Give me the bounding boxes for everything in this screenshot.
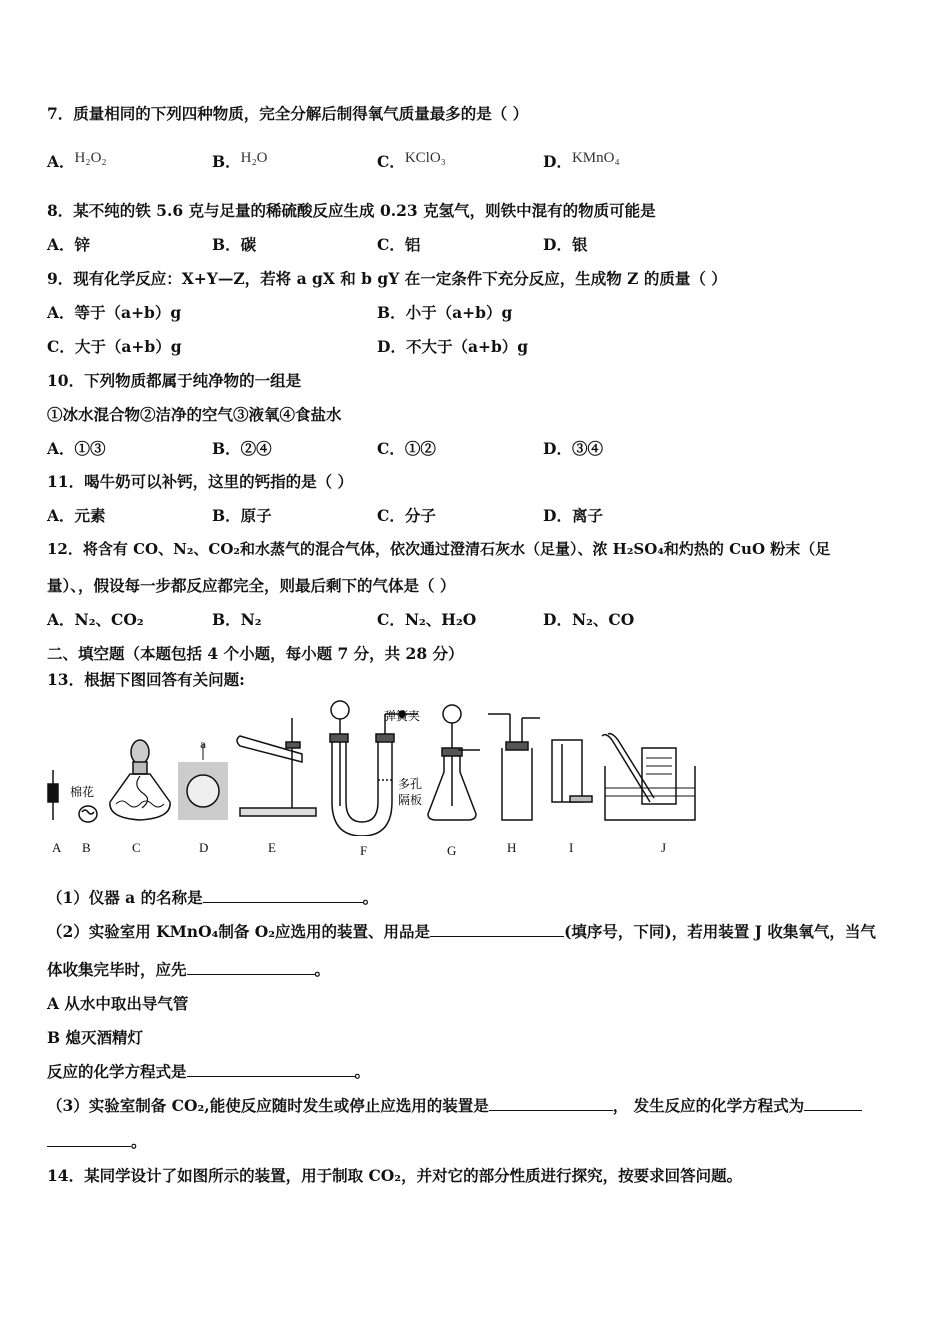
formula: KMnO₄ bbox=[571, 150, 620, 166]
figure-label-d: D bbox=[199, 840, 209, 855]
apparatus-c-alcohol-lamp bbox=[110, 740, 170, 820]
q8-stem: 8．某不纯的铁 5.6 克与足量的稀硫酸反应生成 0.23 克氢气，则铁中混有的物质可能是 bbox=[47, 201, 656, 220]
q12-stem-line2: 量）、，假设每一步都反应都完全，则最后剩下的气体是（ ） bbox=[47, 576, 456, 595]
q9-stem: 9．现有化学反应：X+Y—Z，若将 a gX 和 b gY 在一定条件下充分反应，生成物 Z 的质量（ ） bbox=[47, 269, 727, 288]
q12-option-d[interactable]: D．N₂、CO bbox=[543, 610, 635, 629]
q13-choice-b: B 熄灭酒精灯 bbox=[47, 1028, 143, 1047]
answer-blank[interactable] bbox=[489, 1096, 613, 1111]
q13-part1: （1）仪器 a 的名称是 。 bbox=[47, 888, 379, 907]
q7-option-c[interactable]: C．KClO₃ bbox=[377, 150, 446, 171]
figure-label-e: E bbox=[268, 840, 276, 855]
q13-part2: （2）实验室用 KMnO₄制备 O₂应选用的装置、用品是 (填序号，下同)，若用装置 J 收集氧气，当气 bbox=[47, 922, 876, 941]
apparatus-g-conical-flask bbox=[428, 705, 480, 820]
annotation-porous-1: 多孔 bbox=[398, 777, 423, 791]
q10-option-c[interactable]: C．①② bbox=[377, 439, 436, 458]
q7-option-d[interactable]: D．KMnO₄ bbox=[543, 150, 620, 171]
q7-stem: 7．质量相同的下列四种物质，完全分解后制得氧气质量最多的是（ ） bbox=[47, 104, 529, 123]
q12-option-c[interactable]: C．N₂、H₂O bbox=[377, 610, 477, 629]
q10-items: ①冰水混合物②洁净的空气③液氧④食盐水 bbox=[47, 405, 342, 424]
answer-blank[interactable] bbox=[187, 960, 315, 975]
q10-option-a[interactable]: A．①③ bbox=[47, 439, 106, 458]
formula: H₂O₂ bbox=[74, 150, 107, 166]
q12-option-b[interactable]: B．N₂ bbox=[212, 610, 262, 629]
apparatus-e-iron-stand bbox=[237, 718, 316, 816]
q10-stem: 10．下列物质都属于纯净物的一组是 bbox=[47, 371, 302, 390]
q9-option-d[interactable]: D．不大于（a+b）g bbox=[377, 337, 529, 356]
figure-label-j: J bbox=[661, 840, 667, 855]
answer-blank[interactable] bbox=[187, 1062, 355, 1077]
q8-option-d[interactable]: D．银 bbox=[543, 235, 588, 254]
figure-label-f: F bbox=[360, 843, 368, 858]
q10-option-b[interactable]: B．②④ bbox=[212, 439, 272, 458]
q13-part2-cont: 体收集完毕时，应先 。 bbox=[47, 960, 331, 979]
q13-part3: （3）实验室制备 CO₂,能使反应随时发生或停止应选用的装置是 ， 发生反应的化学方程式为 bbox=[47, 1094, 862, 1116]
q7-option-a[interactable]: A．H₂O₂ bbox=[47, 150, 107, 171]
q12-stem-line1: 12．将含有 CO、N₂、CO₂和水蒸气的混合气体，依次通过澄清石灰水（足量）、浓 H₂SO₄和灼热的 CuO 粉末（足 bbox=[47, 540, 831, 558]
q12-option-a[interactable]: A．N₂、CO₂ bbox=[47, 610, 144, 629]
q13-choice-a: A 从水中取出导气管 bbox=[47, 994, 189, 1013]
q13-part3-cont: 。 bbox=[47, 1130, 147, 1152]
apparatus-d-dish bbox=[178, 744, 228, 820]
figure-label-b: B bbox=[82, 840, 91, 855]
figure-label-g: G bbox=[447, 843, 457, 858]
apparatus-i-collecting-bottle bbox=[552, 740, 592, 802]
q11-option-b[interactable]: B．原子 bbox=[212, 506, 272, 525]
q10-option-d[interactable]: D．③④ bbox=[543, 439, 603, 458]
answer-blank[interactable] bbox=[804, 1096, 862, 1111]
apparatus-j-water-trough bbox=[602, 734, 695, 820]
q13-equation: 反应的化学方程式是 。 bbox=[47, 1062, 371, 1081]
figure-label-a: A bbox=[52, 840, 62, 855]
q14-stem: 14．某同学设计了如图所示的装置，用于制取 CO₂，并对它的部分性质进行探究，按要求回答问题。 bbox=[47, 1166, 743, 1185]
figure-label-h: H bbox=[507, 840, 517, 855]
q9-option-b[interactable]: B．小于（a+b）g bbox=[377, 303, 513, 322]
figure-label-c: C bbox=[132, 840, 141, 855]
q11-option-a[interactable]: A．元素 bbox=[47, 506, 106, 525]
apparatus-b-cotton bbox=[79, 806, 97, 822]
formula: KClO₃ bbox=[404, 150, 446, 166]
q9-option-c[interactable]: C．大于（a+b）g bbox=[47, 337, 182, 356]
annotation-cotton: 棉花 bbox=[70, 785, 95, 799]
annotation-a: a bbox=[200, 740, 207, 751]
answer-blank[interactable] bbox=[430, 922, 564, 937]
q11-stem: 11．喝牛奶可以补钙，这里的钙指的是（ ） bbox=[47, 472, 353, 491]
q8-option-b[interactable]: B．碳 bbox=[212, 235, 257, 254]
q8-option-a[interactable]: A．锌 bbox=[47, 235, 91, 254]
figure-label-i: I bbox=[569, 840, 574, 855]
annotation-clip: 弹簧夹 bbox=[384, 709, 421, 723]
q11-option-d[interactable]: D．离子 bbox=[543, 506, 603, 525]
apparatus-a-stopper bbox=[48, 770, 58, 820]
q13-stem: 13．根据下图回答有关问题: bbox=[47, 670, 245, 689]
formula: H₂O bbox=[240, 150, 268, 166]
apparatus-h-gas-bottle bbox=[488, 714, 540, 820]
q11-option-c[interactable]: C．分子 bbox=[377, 506, 436, 525]
answer-blank[interactable] bbox=[47, 1132, 131, 1147]
apparatus-figure bbox=[40, 696, 720, 836]
answer-blank[interactable] bbox=[203, 888, 363, 903]
q9-option-a[interactable]: A．等于（a+b）g bbox=[47, 303, 182, 322]
annotation-porous-2: 隔板 bbox=[398, 793, 423, 807]
section-heading: 二、填空题（本题包括 4 个小题，每小题 7 分，共 28 分） bbox=[47, 644, 464, 663]
q8-option-c[interactable]: C．铝 bbox=[377, 235, 421, 254]
q7-option-b[interactable]: B．H₂O bbox=[212, 150, 268, 171]
